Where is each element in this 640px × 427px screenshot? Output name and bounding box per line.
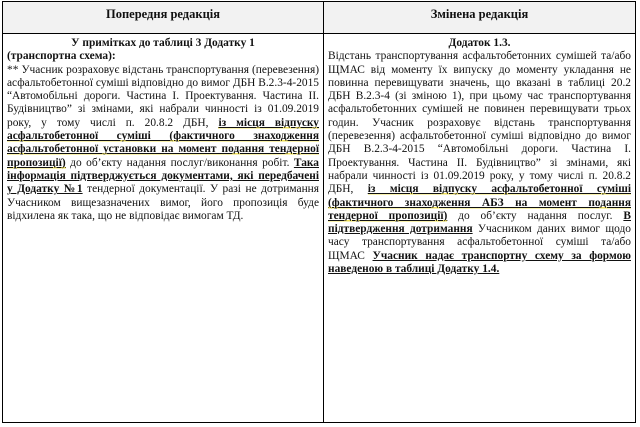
left-bold-underlined-1: із місця відпуску асфальтобетонної суміші (фактичного знаходження асфальтобетонної установки на момент подання тендерної пропозиції) <box>7 116 319 169</box>
header-row <box>3 2 636 34</box>
left-paragraph <box>7 64 319 224</box>
left-heading-line2: (транспортна схема): <box>7 50 116 63</box>
left-bold-underlined-2: Така інформація підтверджується документами, які передбачені у Додатку №1 <box>7 156 319 196</box>
right-bold-underlined-3: Учасник надає транспортну схему за формою наведеною в таблиці Додатку 1.4. <box>328 249 631 276</box>
left-text-2: до об’єкту надання послуг/виконання робіт. <box>65 156 294 169</box>
right-bold-underlined-2: В підтвердження дотримання <box>328 209 631 236</box>
right-paragraph <box>328 50 631 276</box>
right-bold-underlined-1: із місця відпуску асфальтобетонної суміші (фактичного знаходження АБЗ на момент подання тендерної пропозиції) <box>328 183 631 222</box>
header-revised-edition: Змінена редакція <box>324 2 636 34</box>
right-text-3: Учасником даних вимог щодо часу транспортування асфальтобетонної суміші та/або ЩМАС <box>328 223 631 262</box>
revised-edition-cell <box>324 34 636 423</box>
right-text-1: Відстань транспортування асфальтобетонних сумішей та/або ЩМАС від моменту їх випуску до моменту укладання не повинна перевищувати значень, що вказані в таблиці 20.2 ДБН В.2.3-4 (зі зміною 1), при цьому час транспортування асфальтобетонних сумішей не повинен перевищувати трьох годин. Учасник розраховує відстань транспортування (перевезення) асфальтобетонної суміші відповідно до вимог ДБН В.2.3-4-2015 “Автомобільні дороги. Частина I. Проектування. Частина II. Будівництво” зі змінами, які набрали чинності із 01.09.2019 року, у тому числі п. 20.8.2 ДБН, <box>328 50 631 196</box>
comparison-table <box>2 1 636 423</box>
previous-edition-cell <box>3 34 324 423</box>
right-text-2: до об’єкту надання послуг. <box>447 209 624 222</box>
left-heading-line1: У примітках до таблиці 3 Додатку 1 <box>71 37 255 49</box>
content-row <box>3 34 636 423</box>
right-heading: Додаток 1.3. <box>448 37 511 49</box>
left-text-1: ** Учасник розраховує відстань транспортування (перевезення) асфальтобетонної суміші відповідно до вимог ДБН В.2.3-4-2015 “Автомобільні дороги. Частина I. Проектування. Частина II. Будівництво” зі змінами, які набрали чинності із 01.09.2019 року, у тому числі п. 20.8.2 ДБН, <box>7 63 319 129</box>
header-previous-edition: Попередня редакція <box>3 2 324 34</box>
left-text-3: тендерної документації. У разі не дотримання Учасником вищезазначених вимог, його пропозиція буде відхилена як така, що не відповідає вимогам ТД. <box>7 183 320 222</box>
